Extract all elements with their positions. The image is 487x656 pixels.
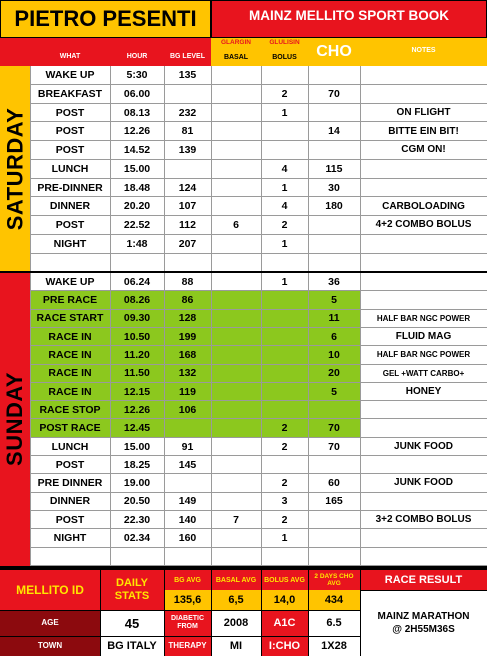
cell-notes: HALF BAR NGC POWER xyxy=(376,313,471,323)
cell-hour: 19.00 xyxy=(123,477,151,490)
cell-basal xyxy=(211,474,261,492)
cell-notes xyxy=(360,493,487,511)
cell-notes xyxy=(360,401,487,419)
column-line xyxy=(261,273,262,566)
cell-basal xyxy=(211,310,261,328)
basal-avg-label: BASAL AVG xyxy=(211,570,261,590)
col-header-notes: NOTES xyxy=(411,46,436,54)
cell-what: DINNER xyxy=(49,200,91,213)
cell-cho: 11 xyxy=(328,312,340,325)
cell-basal xyxy=(211,346,261,364)
cell-hour xyxy=(110,548,164,566)
cell-notes: GEL +WATT CARBO+ xyxy=(382,368,465,378)
cell-notes: HONEY xyxy=(405,385,442,397)
cell-bg: 112 xyxy=(179,219,196,232)
column-line xyxy=(164,66,165,272)
cell-cho: 165 xyxy=(325,495,343,508)
cell-bolus xyxy=(261,548,308,566)
cell-notes xyxy=(360,85,487,104)
cell-bolus: 2 xyxy=(281,440,288,453)
a1c-value: 6.5 xyxy=(326,616,342,629)
race-result-label: RACE RESULT xyxy=(360,570,487,590)
cell-bolus: 1 xyxy=(281,532,288,545)
cell-notes: BITTE EIN BIT! xyxy=(388,125,459,137)
cell-basal xyxy=(211,493,261,511)
cell-notes xyxy=(360,548,487,566)
cell-basal xyxy=(211,104,261,123)
diabetic-from-value: 2008 xyxy=(223,616,249,629)
cell-bg: 160 xyxy=(178,532,197,545)
bolus-avg-label: BOLUS AVG xyxy=(261,570,308,590)
cell-bg: 106 xyxy=(178,403,197,416)
cell-basal xyxy=(211,66,261,85)
footer-line xyxy=(308,570,309,656)
cell-bolus: 2 xyxy=(281,513,288,526)
cell-cho: 70 xyxy=(328,422,340,435)
cell-bolus xyxy=(261,141,308,160)
cell-bolus: 4 xyxy=(281,200,288,213)
cell-basal xyxy=(211,85,261,104)
cell-bg: 199 xyxy=(178,330,197,343)
cell-cho: 60 xyxy=(328,477,340,490)
cell-cho xyxy=(308,254,360,273)
cell-hour: 12.15 xyxy=(123,385,151,398)
cell-notes xyxy=(360,235,487,254)
cell-hour: 12.26 xyxy=(123,125,151,138)
cell-basal xyxy=(211,401,261,419)
cell-what: LUNCH xyxy=(51,440,89,453)
cell-basal xyxy=(211,383,261,401)
basal-avg-value: 6,5 xyxy=(211,590,261,610)
footer-line xyxy=(0,636,360,637)
race-result-value: MAINZ MARATHON @ 2H55M36S xyxy=(377,611,470,635)
cell-bg: 88 xyxy=(181,275,194,288)
cell-basal: 7 xyxy=(233,513,239,526)
cell-cho xyxy=(308,235,360,254)
cell-what: WAKE UP xyxy=(45,69,95,82)
daily-stats-label: DAILY STATS xyxy=(100,570,164,610)
cell-basal xyxy=(211,141,261,160)
cell-bolus: 2 xyxy=(281,219,288,232)
cell-bg xyxy=(164,160,211,179)
cell-what: POST xyxy=(55,513,85,526)
cell-bg xyxy=(164,548,211,566)
cell-bg: 135 xyxy=(178,69,197,82)
cell-notes xyxy=(360,529,487,547)
a1c-label: A1C xyxy=(261,610,308,636)
therapy-label: THERAPY xyxy=(164,636,211,656)
cell-bg xyxy=(164,419,211,437)
cell-bolus xyxy=(261,291,308,309)
cell-bolus: 1 xyxy=(281,181,288,194)
cell-hour: 11.20 xyxy=(124,349,150,362)
cell-what xyxy=(30,548,110,566)
cell-cho xyxy=(308,456,360,474)
column-line xyxy=(110,66,111,272)
cell-what: POST xyxy=(55,458,85,471)
diabetic-from-label: DIABETIC FROM xyxy=(164,610,211,636)
cell-notes xyxy=(360,273,487,291)
cell-basal xyxy=(211,254,261,273)
therapy-value: MI xyxy=(229,639,243,652)
cell-hour: 18.25 xyxy=(123,458,151,471)
town-label: TOWN xyxy=(0,636,100,656)
cell-notes xyxy=(360,456,487,474)
mellito-id-label: MELLITO ID xyxy=(0,570,100,610)
cell-bolus xyxy=(261,365,308,383)
sportbook-title: MAINZ MELLITO SPORT BOOK xyxy=(211,0,487,38)
footer-line xyxy=(164,570,165,656)
column-line xyxy=(308,273,309,566)
icho-label: I:CHO xyxy=(261,636,308,656)
cell-hour: 22.30 xyxy=(123,513,151,526)
col-header-bg: BG LEVEL xyxy=(169,52,205,60)
cell-bg: 107 xyxy=(178,200,197,213)
cell-bg: 81 xyxy=(181,125,194,138)
bg-avg-value: 135,6 xyxy=(164,590,211,610)
cell-hour: 08.26 xyxy=(123,294,151,307)
cell-notes: CARBOLOADING xyxy=(382,200,465,212)
cell-cho: 30 xyxy=(328,181,340,194)
town-value: BG ITALY xyxy=(107,639,157,652)
cell-cho: 5 xyxy=(331,294,337,307)
cell-hour: 06.00 xyxy=(123,87,151,100)
cell-bolus: 1 xyxy=(281,275,288,288)
cell-cho xyxy=(308,548,360,566)
cell-hour: 5:30 xyxy=(126,69,148,82)
cell-cho: 10 xyxy=(328,349,340,362)
cell-bg: 168 xyxy=(178,349,197,362)
cell-basal xyxy=(211,122,261,141)
cell-bolus xyxy=(261,383,308,401)
cell-notes: CGM ON! xyxy=(401,144,446,156)
cell-bolus xyxy=(261,456,308,474)
day-label-sunday: SUNDAY xyxy=(0,272,30,566)
cell-bg xyxy=(164,474,211,492)
footer-line xyxy=(360,590,487,591)
cell-what: PRE-DINNER xyxy=(37,181,103,194)
cell-basal xyxy=(211,179,261,198)
column-line xyxy=(110,273,111,566)
cell-basal: 6 xyxy=(233,219,239,232)
column-line xyxy=(211,66,212,272)
cell-hour: 15.00 xyxy=(123,440,151,453)
cell-bolus: 1 xyxy=(281,106,288,119)
footer-line xyxy=(360,570,361,656)
cell-cho: 6 xyxy=(331,330,337,343)
cell-cho: 180 xyxy=(325,200,343,213)
cell-basal xyxy=(211,235,261,254)
footer-line xyxy=(100,570,101,656)
cell-what: DINNER xyxy=(49,495,91,508)
cell-bolus: 4 xyxy=(281,162,288,175)
cell-notes xyxy=(360,419,487,437)
col-header-glulisin: GLULISIN xyxy=(269,38,300,46)
cell-hour: 09.30 xyxy=(123,312,151,325)
cell-what: POST xyxy=(55,144,85,157)
footer-line xyxy=(261,570,262,656)
cell-what: PRE DINNER xyxy=(37,477,103,490)
cell-bg: 232 xyxy=(178,106,197,119)
cell-cho: 5 xyxy=(331,385,337,398)
cell-hour: 06.24 xyxy=(123,275,151,288)
cell-what: NIGHT xyxy=(53,532,87,545)
cell-hour xyxy=(110,254,164,273)
bolus-avg-value: 14,0 xyxy=(261,590,308,610)
cell-hour: 02.34 xyxy=(123,532,151,545)
cell-notes xyxy=(360,66,487,85)
cell-cho xyxy=(308,216,360,235)
cell-cho xyxy=(308,511,360,529)
col-header-cho: CHO xyxy=(316,43,352,60)
cell-what xyxy=(30,254,110,273)
cell-bolus xyxy=(261,328,308,346)
cell-hour: 08.13 xyxy=(123,106,151,119)
cell-bg: 86 xyxy=(181,294,194,307)
cell-bg xyxy=(164,254,211,273)
cell-hour: 11.50 xyxy=(124,367,150,380)
cell-notes: 3+2 COMBO BOLUS xyxy=(375,514,472,526)
day-divider xyxy=(0,271,487,273)
cell-notes: JUNK FOOD xyxy=(394,477,453,489)
footer-divider xyxy=(0,566,487,570)
cell-bg: 149 xyxy=(178,495,197,508)
cell-cho: 70 xyxy=(328,440,340,453)
column-line xyxy=(30,66,31,272)
cell-what: RACE IN xyxy=(48,330,92,343)
cell-bolus: 2 xyxy=(281,422,288,435)
age-value: 45 xyxy=(124,615,140,631)
cell-bolus: 2 xyxy=(281,87,288,100)
footer-line xyxy=(0,610,360,611)
cell-bolus xyxy=(261,401,308,419)
cell-what: RACE IN xyxy=(48,385,92,398)
cell-bolus xyxy=(261,254,308,273)
cell-hour: 1:48 xyxy=(126,237,148,250)
cell-basal xyxy=(211,438,261,456)
cell-bg: 124 xyxy=(178,181,197,194)
cho-avg-value: 434 xyxy=(308,590,360,610)
cell-what: POST xyxy=(55,219,85,232)
cell-what: POST xyxy=(55,125,85,138)
cell-notes xyxy=(360,254,487,273)
cell-notes xyxy=(360,291,487,309)
cell-cho: 20 xyxy=(328,367,340,380)
col-header-glargin: GLARGIN xyxy=(221,38,251,46)
cell-bg: 128 xyxy=(178,312,197,325)
bg-avg-label: BG AVG xyxy=(164,570,211,590)
cell-what: POST xyxy=(55,106,85,119)
cell-cho: 36 xyxy=(328,275,340,288)
cell-cho xyxy=(308,66,360,85)
cell-basal xyxy=(211,160,261,179)
cell-bolus xyxy=(261,122,308,141)
cell-bolus xyxy=(261,310,308,328)
cell-basal xyxy=(211,548,261,566)
cell-what: NIGHT xyxy=(53,237,87,250)
column-line xyxy=(308,66,309,272)
cell-what: LUNCH xyxy=(51,162,89,175)
column-line xyxy=(164,273,165,566)
cell-hour: 12.26 xyxy=(123,403,151,416)
cell-bg: 91 xyxy=(181,440,194,453)
cell-basal xyxy=(211,529,261,547)
cell-cho: 14 xyxy=(328,125,340,138)
cell-what: RACE IN xyxy=(48,367,92,380)
cell-bg: 140 xyxy=(178,513,197,526)
cell-what: WAKE UP xyxy=(45,275,95,288)
cell-hour: 15.00 xyxy=(123,162,151,175)
cell-hour: 10.50 xyxy=(123,330,151,343)
cell-basal xyxy=(211,273,261,291)
cell-notes xyxy=(360,160,487,179)
col-header-what: WHAT xyxy=(59,52,81,60)
cell-notes: 4+2 COMBO BOLUS xyxy=(375,219,472,231)
cell-basal xyxy=(211,328,261,346)
cell-bg: 207 xyxy=(178,237,197,250)
cell-notes: ON FLIGHT xyxy=(396,106,451,118)
cell-basal xyxy=(211,197,261,216)
cell-cho xyxy=(308,529,360,547)
cell-notes: HALF BAR NGC POWER xyxy=(376,350,471,360)
cell-basal xyxy=(211,419,261,437)
cell-basal xyxy=(211,291,261,309)
age-label: AGE xyxy=(0,610,100,636)
cell-hour: 12.45 xyxy=(123,422,151,435)
cell-basal xyxy=(211,456,261,474)
cell-cho xyxy=(308,401,360,419)
cell-bolus xyxy=(261,66,308,85)
cell-bolus: 2 xyxy=(281,477,288,490)
column-line xyxy=(211,273,212,566)
footer-line xyxy=(211,570,212,656)
cell-cho xyxy=(308,141,360,160)
cell-bg: 119 xyxy=(179,385,196,398)
column-line xyxy=(261,66,262,272)
cell-bolus: 3 xyxy=(281,495,288,508)
cell-bg xyxy=(164,85,211,104)
cell-bg: 132 xyxy=(178,367,197,380)
cell-bolus: 1 xyxy=(281,237,288,250)
cell-hour: 22.52 xyxy=(123,219,151,232)
col-header-hour: HOUR xyxy=(126,52,148,60)
cell-what: BREAKFAST xyxy=(37,87,103,100)
cell-cho: 115 xyxy=(325,162,343,175)
cell-what: RACE START xyxy=(36,312,104,325)
cell-cho: 70 xyxy=(328,87,340,100)
cho-avg-label: 2 DAYS CHO AVG xyxy=(308,570,360,590)
cell-basal xyxy=(211,365,261,383)
col-header-bolus: BOLUS xyxy=(272,53,297,61)
cell-what: PRE RACE xyxy=(42,294,98,307)
cell-hour: 20.20 xyxy=(123,200,151,213)
day-label-saturday: SATURDAY xyxy=(0,66,30,272)
cell-what: POST RACE xyxy=(39,422,101,435)
cell-bg: 145 xyxy=(178,458,197,471)
cell-notes: JUNK FOOD xyxy=(394,440,453,452)
column-line xyxy=(360,66,361,272)
cell-cho xyxy=(308,104,360,123)
icho-value: 1X28 xyxy=(321,639,347,652)
cell-bg: 139 xyxy=(178,144,197,157)
column-line xyxy=(30,273,31,566)
col-header-basal: BASAL xyxy=(223,53,249,61)
cell-what: RACE IN xyxy=(48,349,92,362)
cell-hour: 20.50 xyxy=(123,495,151,508)
athlete-name: PIETRO PESENTI xyxy=(0,0,211,38)
cell-hour: 18.48 xyxy=(123,181,151,194)
cell-notes: FLUID MAG xyxy=(395,331,452,343)
cell-hour: 14.52 xyxy=(123,144,151,157)
cell-bolus xyxy=(261,346,308,364)
column-line xyxy=(360,273,361,566)
cell-what: RACE STOP xyxy=(39,403,101,416)
cell-notes xyxy=(360,179,487,198)
